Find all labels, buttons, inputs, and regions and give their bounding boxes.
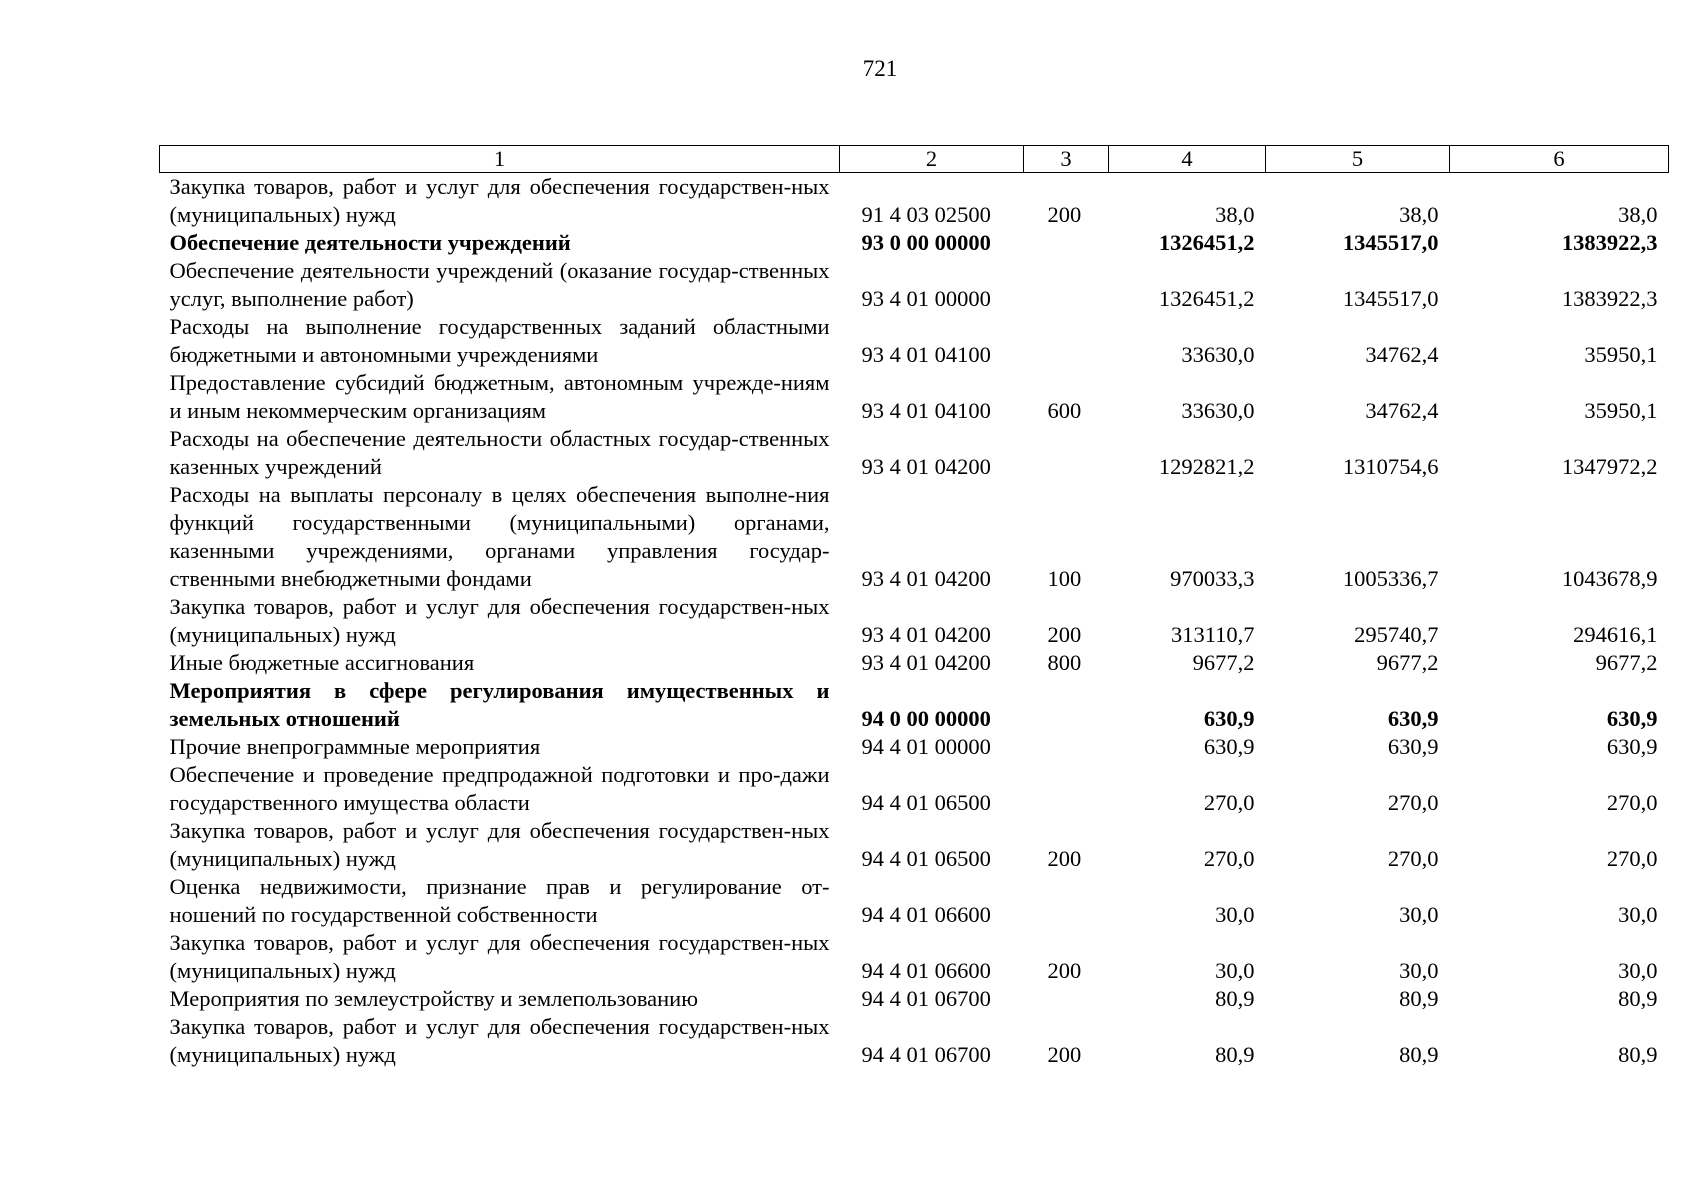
row-expense-type: [1024, 733, 1109, 761]
row-value-col6: 38,0: [1618, 202, 1658, 227]
row-value-col6: 630,9: [1606, 734, 1658, 759]
row-value-col4: 1292821,2: [1158, 454, 1255, 479]
table-row: [160, 873, 1669, 929]
row-name: Обеспечение деятельности учреждений: [169, 230, 571, 255]
row-expense-type: [1024, 985, 1109, 1013]
row-code: 94 4 01 06700: [861, 986, 991, 1011]
row-expense-type: 800: [1047, 650, 1082, 675]
column-header: 6: [1450, 146, 1669, 173]
row-value-col6: 30,0: [1618, 958, 1658, 983]
table-row: [160, 481, 1669, 593]
table-row: [160, 985, 1669, 1013]
row-code: 93 4 01 04200: [861, 650, 991, 675]
row-name: Обеспечение и проведение предпродажной подготовки и про-дажи государственного имущества области: [169, 762, 830, 815]
row-value-col6: 80,9: [1618, 1042, 1658, 1067]
row-value-col5: 295740,7: [1354, 622, 1439, 647]
row-value-col4: 630,9: [1203, 706, 1255, 731]
row-value-col5: 30,0: [1399, 902, 1439, 927]
row-name: Закупка товаров, работ и услуг для обеспечения государствен-ных (муниципальных) нужд: [169, 1014, 830, 1067]
row-value-col5: 30,0: [1399, 958, 1439, 983]
row-code: 91 4 03 02500: [861, 202, 991, 227]
table-row: [160, 425, 1669, 481]
row-value-col5: 630,9: [1387, 706, 1439, 731]
row-value-col6: 35950,1: [1584, 398, 1658, 423]
row-value-col6: 1383922,3: [1561, 230, 1658, 255]
row-value-col5: 9677,2: [1376, 650, 1439, 675]
row-code: 93 4 01 04200: [861, 622, 991, 647]
table-row: [160, 173, 1669, 230]
row-code: 94 0 00 00000: [861, 706, 991, 731]
table-row: [160, 817, 1669, 873]
table-row: [160, 733, 1669, 761]
row-value-col4: 1326451,2: [1158, 286, 1255, 311]
table-row: [160, 677, 1669, 733]
table-row: [160, 257, 1669, 313]
row-value-col6: 294616,1: [1573, 622, 1658, 647]
row-name: Расходы на обеспечение деятельности областных государ-ственных казенных учреждений: [169, 426, 830, 479]
row-value-col4: 270,0: [1203, 790, 1255, 815]
table-row: [160, 369, 1669, 425]
row-value-col4: 33630,0: [1181, 342, 1255, 367]
row-code: 94 4 01 06500: [861, 846, 991, 871]
row-name: Закупка товаров, работ и услуг для обеспечения государствен-ных (муниципальных) нужд: [169, 818, 830, 871]
row-expense-type: 200: [1047, 846, 1082, 871]
table-row: [160, 929, 1669, 985]
row-value-col4: 30,0: [1215, 958, 1255, 983]
row-code: 93 4 01 04100: [861, 398, 991, 423]
row-value-col6: 1347972,2: [1561, 454, 1658, 479]
row-code: 93 0 00 00000: [861, 230, 991, 255]
row-value-col4: 80,9: [1215, 1042, 1255, 1067]
table-row: [160, 761, 1669, 817]
row-expense-type: [1024, 257, 1109, 313]
row-value-col5: 270,0: [1387, 846, 1439, 871]
row-value-col6: 630,9: [1606, 706, 1658, 731]
row-name: Мероприятия в сфере регулирования имущественных и земельных отношений: [169, 678, 830, 731]
row-name: Иные бюджетные ассигнования: [169, 650, 475, 675]
row-expense-type: [1024, 313, 1109, 369]
row-expense-type: [1024, 425, 1109, 481]
row-name: Закупка товаров, работ и услуг для обеспечения государствен-ных (муниципальных) нужд: [169, 930, 830, 983]
row-name: Оценка недвижимости, признание прав и регулирование от-ношений по государственной собственности: [169, 874, 830, 927]
row-code: 94 4 01 06600: [861, 958, 991, 983]
column-header: 3: [1024, 146, 1109, 173]
row-value-col4: 80,9: [1215, 986, 1255, 1011]
row-value-col5: 80,9: [1399, 1042, 1439, 1067]
row-name: Обеспечение деятельности учреждений (оказание государ-ственных услуг, выполнение работ): [169, 258, 830, 311]
row-expense-type: 600: [1047, 398, 1082, 423]
table-row: [160, 313, 1669, 369]
row-expense-type: [1024, 873, 1109, 929]
row-value-col6: 1043678,9: [1561, 566, 1658, 591]
row-code: 94 4 01 06700: [861, 1042, 991, 1067]
row-value-col5: 1310754,6: [1342, 454, 1439, 479]
row-value-col6: 1383922,3: [1561, 286, 1658, 311]
column-header: 5: [1266, 146, 1450, 173]
row-value-col6: 80,9: [1618, 986, 1658, 1011]
row-value-col4: 33630,0: [1181, 398, 1255, 423]
row-code: 93 4 01 00000: [861, 286, 991, 311]
row-name: Мероприятия по землеустройству и землепользованию: [169, 986, 699, 1011]
budget-table: [159, 145, 1669, 1069]
row-value-col5: 1345517,0: [1342, 286, 1439, 311]
row-value-col5: 34762,4: [1365, 342, 1439, 367]
column-header: 1: [160, 146, 840, 173]
row-code: 94 4 01 06500: [861, 790, 991, 815]
row-expense-type: 200: [1047, 622, 1082, 647]
table-header-row: [160, 146, 1669, 173]
row-value-col5: 270,0: [1387, 790, 1439, 815]
row-name: Закупка товаров, работ и услуг для обеспечения государствен-ных (муниципальных) нужд: [169, 594, 830, 647]
row-code: 93 4 01 04200: [861, 566, 991, 591]
row-expense-type: 200: [1047, 202, 1082, 227]
row-value-col6: 35950,1: [1584, 342, 1658, 367]
page-number: 721: [862, 56, 898, 81]
row-name: Закупка товаров, работ и услуг для обеспечения государствен-ных (муниципальных) нужд: [169, 174, 830, 227]
table-row: [160, 649, 1669, 677]
column-header: 2: [840, 146, 1024, 173]
row-value-col5: 34762,4: [1365, 398, 1439, 423]
row-value-col4: 30,0: [1215, 902, 1255, 927]
row-value-col4: 270,0: [1203, 846, 1255, 871]
row-value-col5: 38,0: [1399, 202, 1439, 227]
row-name: Предоставление субсидий бюджетным, автономным учрежде-ниям и иным некоммерческим организациям: [169, 370, 830, 423]
row-value-col6: 270,0: [1606, 846, 1658, 871]
row-value-col6: 30,0: [1618, 902, 1658, 927]
row-code: 93 4 01 04100: [861, 342, 991, 367]
row-value-col5: 1345517,0: [1342, 230, 1439, 255]
row-expense-type: 200: [1047, 1042, 1082, 1067]
row-code: 93 4 01 04200: [861, 454, 991, 479]
row-value-col4: 1326451,2: [1158, 230, 1255, 255]
row-value-col4: 630,9: [1203, 734, 1255, 759]
table-row: [160, 229, 1669, 257]
table-body: [160, 173, 1669, 1070]
row-code: 94 4 01 06600: [861, 902, 991, 927]
row-value-col5: 630,9: [1387, 734, 1439, 759]
row-value-col4: 970033,3: [1170, 566, 1255, 591]
row-expense-type: 200: [1047, 958, 1082, 983]
row-value-col4: 9677,2: [1192, 650, 1255, 675]
row-value-col5: 80,9: [1399, 986, 1439, 1011]
table-row: [160, 1013, 1669, 1069]
row-expense-type: [1024, 677, 1109, 733]
row-value-col4: 38,0: [1215, 202, 1255, 227]
row-value-col4: 313110,7: [1170, 622, 1255, 647]
row-code: 94 4 01 00000: [861, 734, 991, 759]
column-header: 4: [1109, 146, 1266, 173]
row-value-col6: 270,0: [1606, 790, 1658, 815]
row-name: Расходы на выполнение государственных заданий областными бюджетными и автономными учреждениями: [169, 314, 830, 367]
row-expense-type: [1024, 761, 1109, 817]
table-row: [160, 593, 1669, 649]
row-value-col6: 9677,2: [1595, 650, 1658, 675]
row-expense-type: [1024, 229, 1109, 257]
row-expense-type: 100: [1047, 566, 1082, 591]
row-name: Расходы на выплаты персоналу в целях обеспечения выполне-ния функций государственными (муниципальными) органами, казенными учреждениями, органами управления государ-ственными внебюджетными фондами: [169, 482, 830, 591]
row-name: Прочие внепрограммные мероприятия: [169, 734, 541, 759]
row-value-col5: 1005336,7: [1342, 566, 1439, 591]
